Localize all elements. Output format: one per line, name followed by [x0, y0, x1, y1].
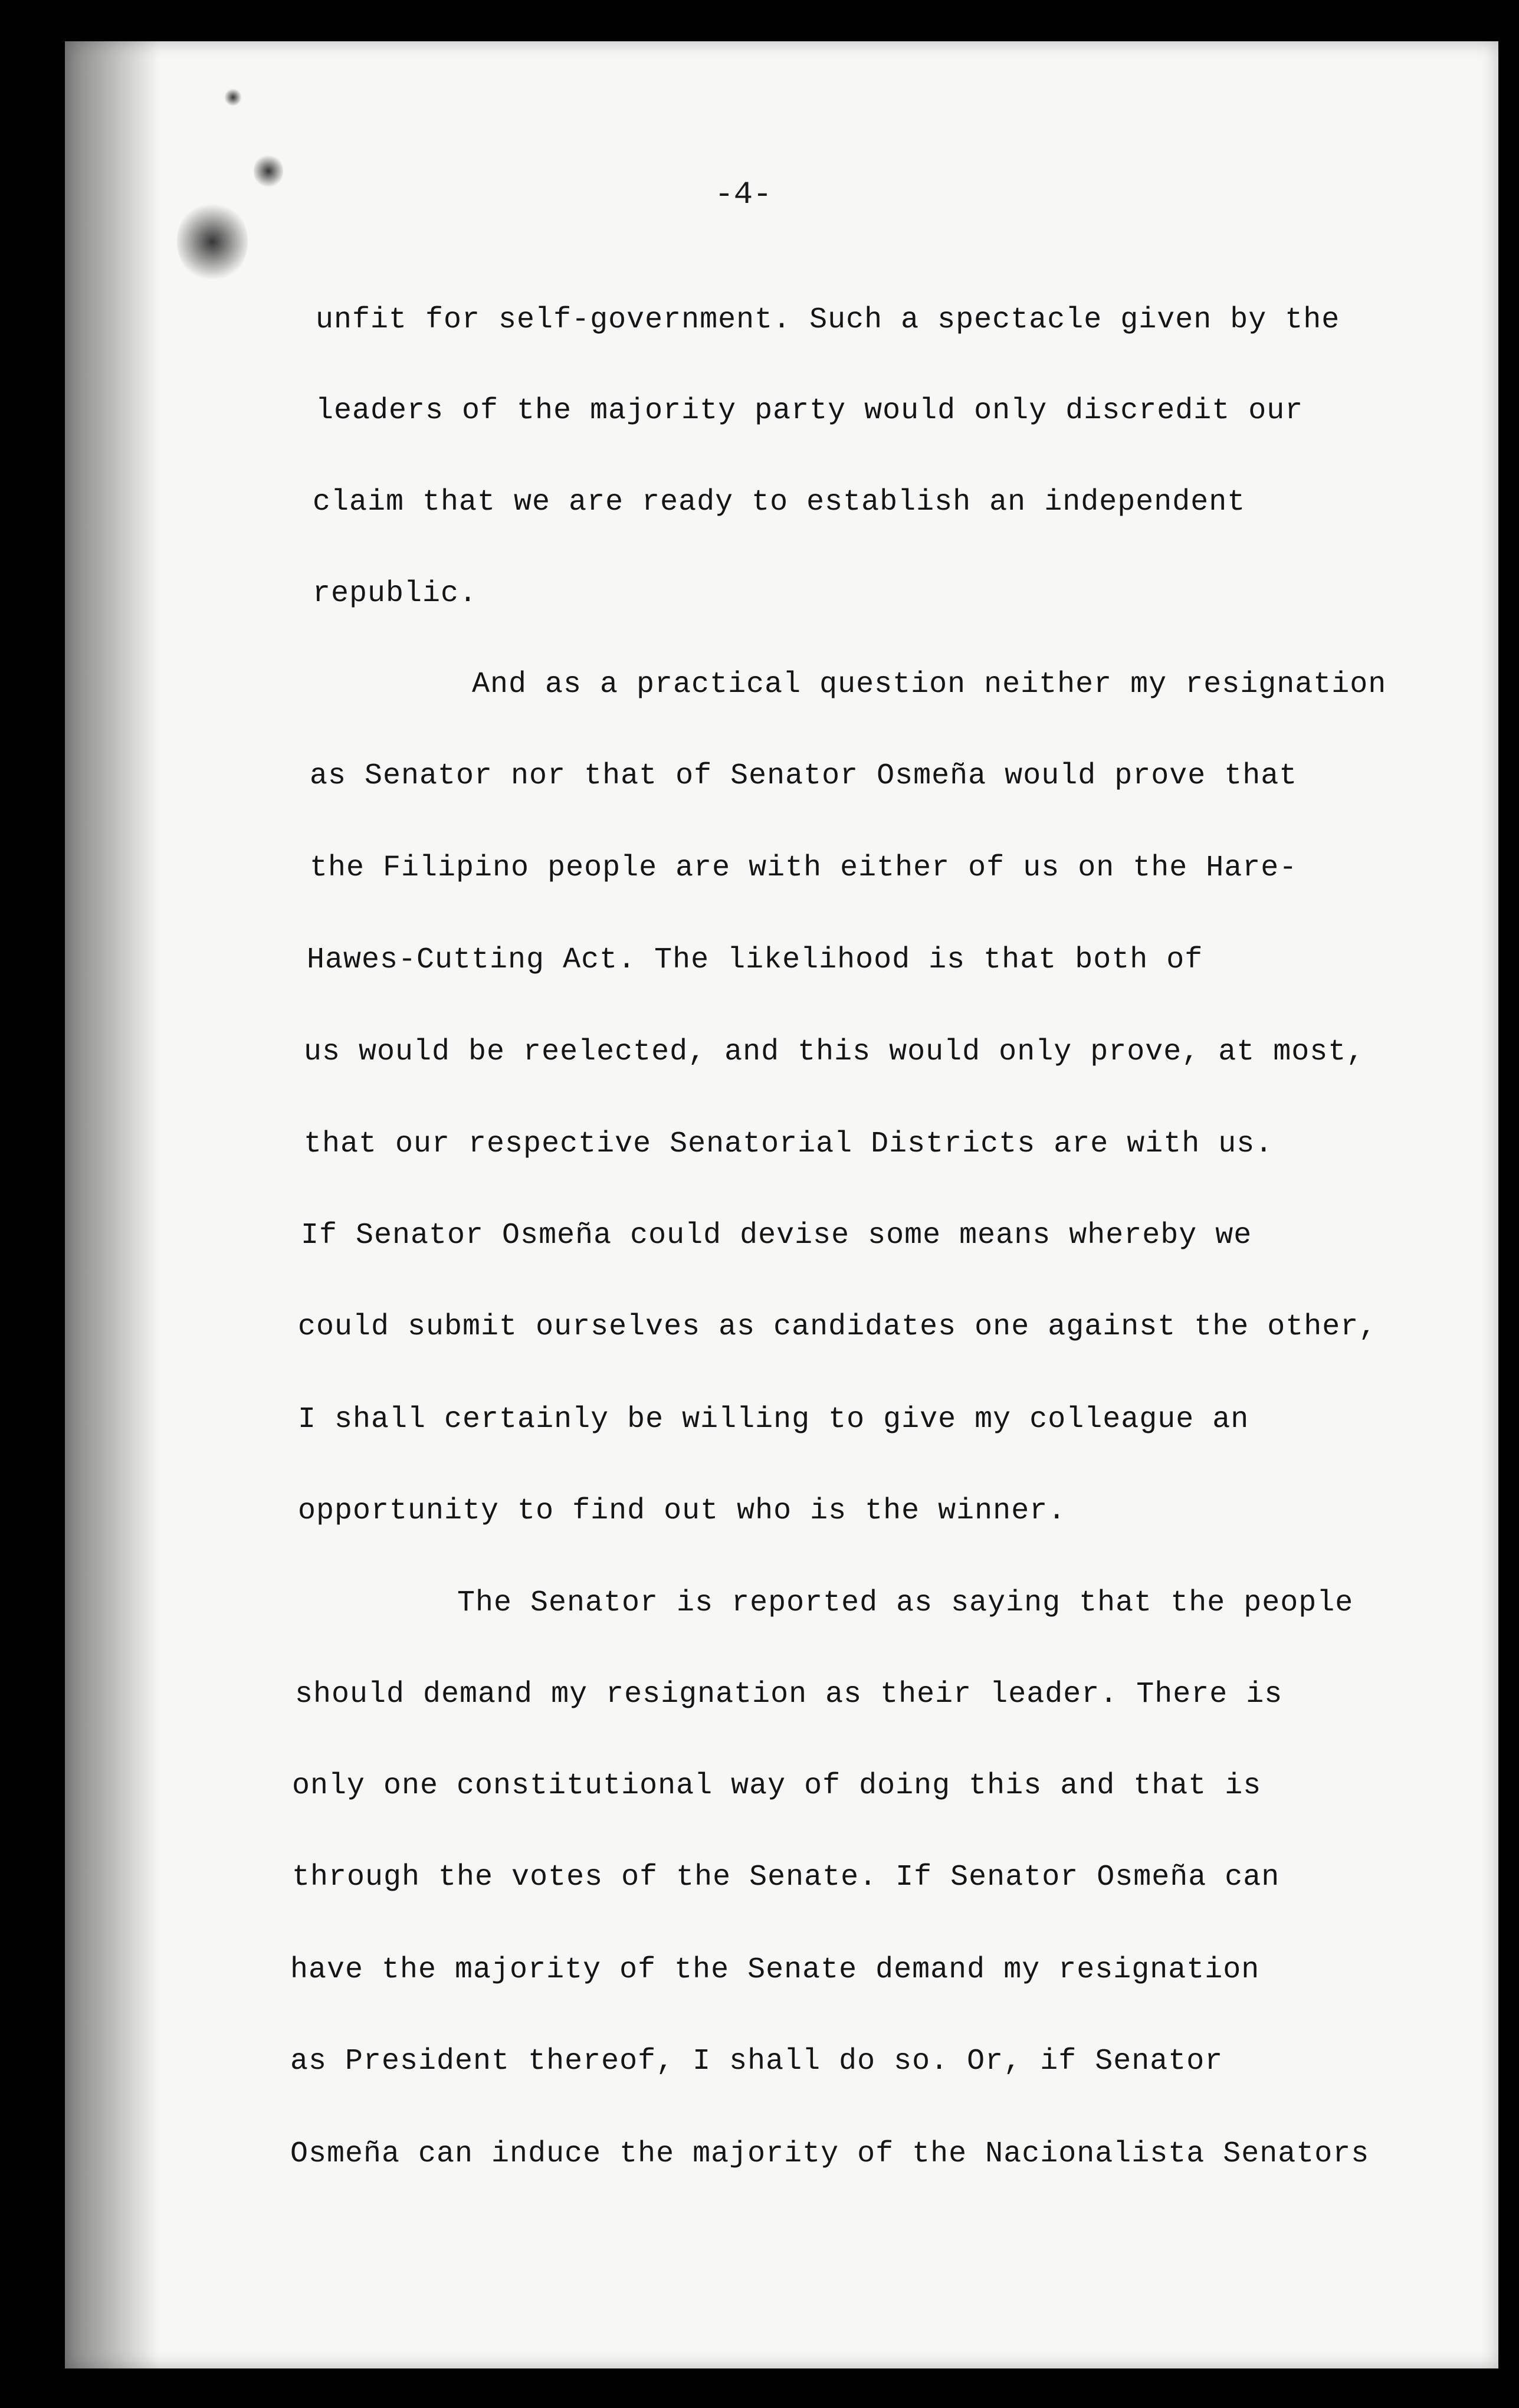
text-line-18: through the votes of the Senate. If Senator Osmeña can	[292, 1861, 1280, 1894]
text-line-11: If Senator Osmeña could devise some means whereby we	[301, 1219, 1252, 1252]
text-line-9: us would be reelected, and this would only prove, at most,	[304, 1035, 1365, 1069]
ink-smudge	[254, 153, 283, 189]
text-line-10: that our respective Senatorial Districts are with us.	[304, 1127, 1274, 1161]
text-line-20: as President thereof, I shall do so. Or, if Senator	[290, 2045, 1223, 2078]
document-page	[65, 41, 1498, 2368]
text-line-13: I shall certainly be willing to give my colleague an	[298, 1403, 1249, 1436]
text-line-7: the Filipino people are with either of us on the Hare-	[310, 851, 1298, 885]
text-line-5: And as a practical question neither my resignation	[472, 668, 1387, 701]
text-line-16: should demand my resignation as their leader. There is	[295, 1678, 1283, 1711]
text-line-21: Osmeña can induce the majority of the Nacionalista Senators	[290, 2137, 1370, 2171]
text-line-14: opportunity to find out who is the winner.	[298, 1494, 1067, 1528]
text-line-8: Hawes-Cutting Act. The likelihood is that both of	[307, 943, 1203, 977]
text-line-12: could submit ourselves as candidates one against the other,	[298, 1310, 1377, 1344]
text-line-1: unfit for self-government. Such a spectacle given by the	[316, 303, 1340, 337]
text-line-6: as Senator nor that of Senator Osmeña would prove that	[310, 759, 1298, 793]
text-line-4: republic.	[313, 577, 478, 611]
text-line-17: only one constitutional way of doing this and that is	[292, 1769, 1262, 1803]
text-line-19: have the majority of the Senate demand my resignation	[290, 1953, 1260, 1987]
page-number: -4-	[714, 177, 772, 213]
text-line-15: The Senator is reported as saying that the people	[457, 1586, 1354, 1620]
text-line-2: leaders of the majority party would only discredit our	[316, 394, 1304, 428]
ink-smudge	[177, 201, 248, 283]
text-line-3: claim that we are ready to establish an independent	[313, 485, 1246, 519]
ink-smudge	[224, 88, 242, 106]
